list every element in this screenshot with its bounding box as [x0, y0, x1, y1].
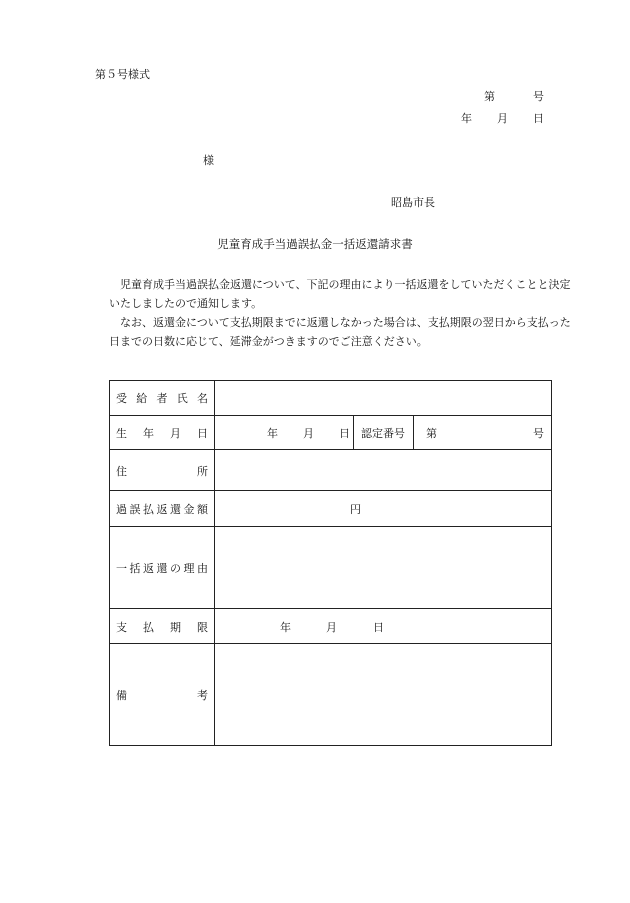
- remarks-label: 備 考: [110, 644, 215, 746]
- birthdate-month: 月: [303, 427, 314, 440]
- row-recipient-name: [110, 381, 551, 415]
- document-title: 児童育成手当過誤払金一括返還請求書: [217, 237, 413, 251]
- row-lump-sum-reason: [110, 526, 551, 609]
- divider: [413, 416, 414, 450]
- deadline-year: 年: [280, 620, 291, 634]
- overpayment-amount-label: 過 誤 払 返 還 金 額: [110, 491, 215, 527]
- issuer-name: 昭島市長: [391, 196, 435, 209]
- payment-deadline-label: 支 払 期 限: [110, 609, 215, 644]
- notice-paragraph-2: なお、返還金について支払期限までに返還しなかった場合は、支払期限の翌日から支払った日までの日数に応じて、延滞金がつきますのでご注意ください。: [109, 316, 571, 348]
- notice-paragraph-1: 児童育成手当過誤払金返還について、下記の理由により一括返還をしていただくことと決定いたしましたので通知します。: [109, 278, 571, 310]
- yen-unit: 円: [350, 503, 361, 516]
- row-remarks: [110, 643, 551, 746]
- cert-number-label: 認定番号: [361, 427, 405, 440]
- row-payment-deadline: [110, 608, 551, 644]
- lump-sum-reason-label: 一 括 返 還 の 理 由: [110, 527, 215, 609]
- address-label: 住 所: [110, 450, 215, 491]
- form-number: 第５号様式: [95, 68, 150, 81]
- row-birthdate: [110, 415, 551, 450]
- request-form-table: [109, 380, 552, 746]
- issue-date-month: 月: [497, 112, 508, 125]
- recipient-name-label: [110, 381, 215, 415]
- divider: [353, 416, 354, 450]
- notice-body: [109, 275, 572, 351]
- birthdate-year: 年: [267, 427, 278, 440]
- cert-number-suffix: 号: [533, 427, 544, 440]
- document-number-suffix: 号: [533, 90, 544, 103]
- cert-number-prefix: 第: [426, 427, 437, 440]
- document-number-prefix: 第: [484, 90, 495, 103]
- issue-date-day: 日: [533, 112, 544, 125]
- issue-date-year: 年: [461, 112, 472, 125]
- birthdate-label: 生 年 月 日: [110, 416, 215, 450]
- birthdate-day: 日: [339, 427, 350, 440]
- addressee-suffix: 様: [203, 154, 214, 167]
- deadline-day: 日: [373, 620, 384, 634]
- row-overpayment-amount: [110, 490, 551, 527]
- label-chars: 受 給 者 氏 名: [116, 392, 208, 405]
- deadline-month: 月: [326, 620, 337, 634]
- row-address: [110, 449, 551, 491]
